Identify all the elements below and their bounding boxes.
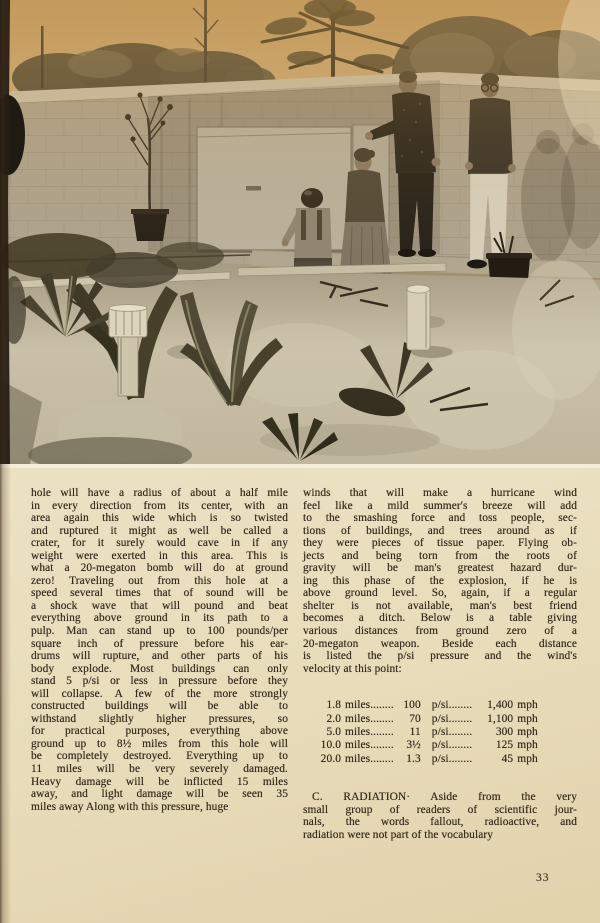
text-line: winds that will make a hurricane wind <box>303 487 577 499</box>
text-line: miles away Along with this pressure, huge <box>31 800 229 813</box>
table-cell: p/si <box>431 739 449 752</box>
table-cell: 10.0 <box>320 739 341 752</box>
table-cell: miles <box>345 699 371 712</box>
table-cell: 300 <box>495 726 514 739</box>
text-line: in every direction from its center, with an <box>31 499 288 512</box>
text-line: 11 miles will be very severely damaged. <box>31 763 288 776</box>
table-cell: mph <box>517 699 538 712</box>
text-line: velocity at this point: <box>303 662 402 675</box>
blast-effects-paragraph <box>303 487 577 675</box>
text-line: constructed buildings will be able to <box>31 700 288 713</box>
text-line: a shock wave that will pound and beat <box>31 599 288 612</box>
table-cell: p/si <box>431 726 449 739</box>
text-line: area again this wide which is so twisted <box>31 512 288 525</box>
text-line: square inch of pressure before his ear- <box>31 637 288 650</box>
text-line: various distances from ground zero of a <box>303 625 577 638</box>
table-cell: ........ <box>370 752 394 765</box>
text-line: pulp. Man can stand up to 100 pounds/per <box>31 625 288 638</box>
table-cell: p/si <box>431 752 449 765</box>
text-line: they were pieces of tissue paper. Flying ob- <box>303 537 577 550</box>
table-cell: miles <box>345 726 371 739</box>
table-cell: 1.3 <box>406 752 421 765</box>
text-line: everything above ground in its path to a <box>31 612 288 625</box>
text-line: becomes a ditch. Below is a table giving <box>303 612 577 625</box>
table-cell: mph <box>517 752 538 765</box>
table-cell: 1,400 <box>487 699 514 712</box>
text-line: hole will have a radius of about a half mile <box>31 487 288 499</box>
table-cell: 20.0 <box>320 752 341 765</box>
text-line: body explode. Most buildings can only <box>31 662 288 675</box>
text-line: gravity will be man's greatest hazard dur- <box>303 562 577 575</box>
text-line: Heavy damage will be inflicted 15 miles <box>31 775 288 788</box>
text-line: away, and light damage will be seen 35 <box>31 788 288 801</box>
radiation-section-paragraph <box>303 791 577 841</box>
text-line: ing this phase of the explosion, if he is <box>303 574 577 587</box>
table-cell: ........ <box>448 752 473 765</box>
text-line: ground up to 8½ miles from this hole will <box>31 737 288 750</box>
text-line: radiation were not part of the vocabulary <box>303 828 494 841</box>
text-line: C. RADIATION· Aside from the very <box>312 791 577 804</box>
table-cell: 45 <box>501 752 514 765</box>
table-cell: 5.0 <box>326 726 341 739</box>
table-cell: 3½ <box>406 739 421 752</box>
right-text-column <box>303 487 577 841</box>
table-cell: ........ <box>448 712 473 725</box>
left-text-column <box>31 487 288 813</box>
text-line: shelter is not available, man's best friend <box>303 599 577 612</box>
table-cell: miles <box>345 712 371 725</box>
table-cell: 2.0 <box>326 712 341 725</box>
table-cell: mph <box>517 712 538 725</box>
table-cell: 1.8 <box>326 699 341 712</box>
table-cell: miles <box>345 752 371 765</box>
text-line: speed several times that of sound will be <box>31 587 288 600</box>
text-line: small group of readers of scientific jour- <box>303 803 577 816</box>
text-line: feel like a mild summer's breeze will add <box>303 499 577 512</box>
table-cell: ........ <box>370 712 394 725</box>
table-cell: ........ <box>370 739 394 752</box>
text-line: tions of buildings, and trees around as if <box>303 524 577 537</box>
text-line: drums will rupture, and other parts of his <box>31 650 288 663</box>
table-cell: ........ <box>370 699 394 712</box>
text-line: nals, the words fallout, radioactive, and <box>303 816 577 829</box>
text-line: stand 5 p/si or less in pressure before they <box>31 675 288 688</box>
table-cell: ........ <box>448 739 473 752</box>
table-cell: ........ <box>448 699 473 712</box>
table-row <box>313 739 577 752</box>
text-line: and ruptured it might as well be called a <box>31 524 288 537</box>
text-line: what a 20-megaton bomb will do at ground <box>31 562 288 575</box>
table-cell: 11 <box>409 726 421 739</box>
text-line: to the smashing force and toss people, sec- <box>303 512 577 525</box>
table-cell: 70 <box>409 712 421 725</box>
table-row <box>313 753 577 766</box>
table-cell: 100 <box>403 699 421 712</box>
table-cell: mph <box>517 726 538 739</box>
text-line: is listed the p/si pressure and the wind's <box>303 650 577 663</box>
distance-pressure-wind-table <box>303 699 577 766</box>
table-cell: mph <box>517 739 538 752</box>
table-cell: ........ <box>370 726 394 739</box>
table-row <box>313 726 577 739</box>
text-line: crater, for it surely would cave in if any <box>31 537 288 550</box>
text-line: above ground level. So, again, if a regular <box>303 587 577 600</box>
text-line: zero! Traveling out from this hole at a <box>31 574 288 587</box>
table-cell: miles <box>345 739 371 752</box>
table-cell: 1,100 <box>487 712 514 725</box>
text-line: be completely destroyed. Everything up to <box>31 750 288 763</box>
text-line: 20-megaton weapon. Beside each distance <box>303 637 577 650</box>
page-number: 33 <box>536 872 550 884</box>
text-line: withstand slightly higher pressures, so <box>31 712 288 725</box>
table-cell: ........ <box>448 726 473 739</box>
table-row <box>313 699 577 712</box>
table-row <box>313 713 577 726</box>
table-cell: 125 <box>495 739 514 752</box>
table-cell: p/si <box>431 699 449 712</box>
text-line: for practical purposes, everything above <box>31 725 288 738</box>
text-line: will collapse. A few of the more strongly <box>31 687 288 700</box>
text-line: weight were exerted in this area. This is <box>31 549 288 562</box>
table-cell: p/si <box>431 712 449 725</box>
text-line: jects and being torn from the roots of <box>303 549 577 562</box>
